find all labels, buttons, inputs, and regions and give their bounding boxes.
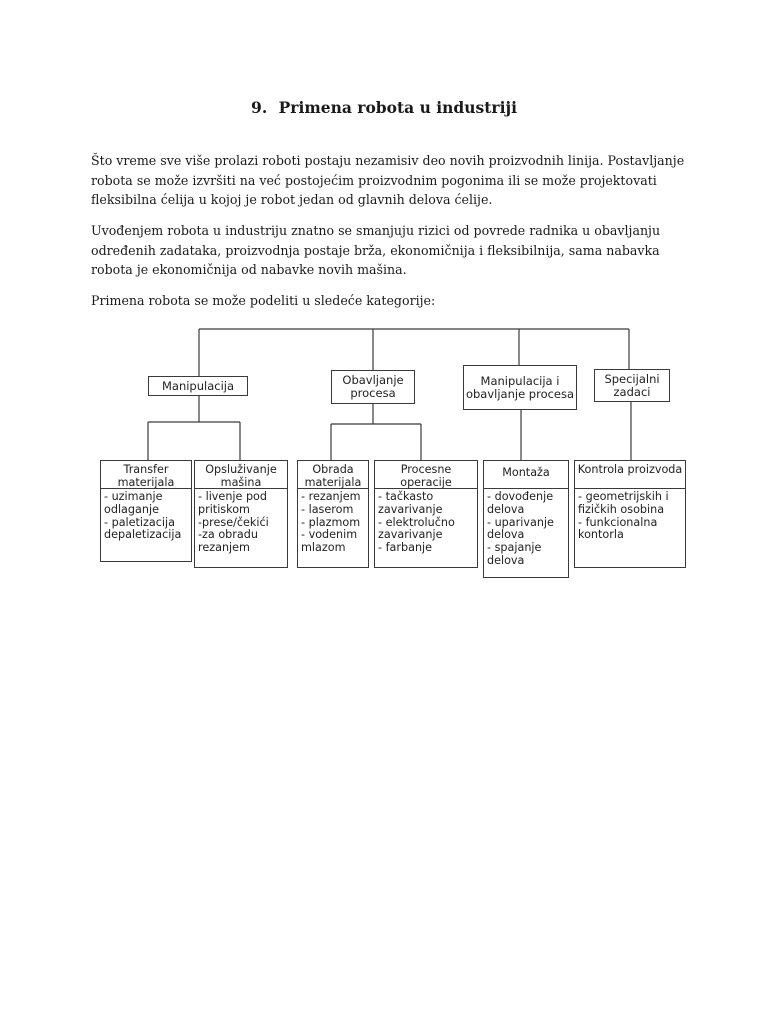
paragraph-benefits: Uvođenjem robota u industriju znatno se smanjuju rizici od povrede radnika u obavljanju određenih zadataka, proizvodnja postaje brža, ekonomičnija i fleksibilnija, sama nabavka robota je ekonomičnija od nabavke novih mašina. <box>91 223 661 277</box>
leaf-opsluzivanje-masina <box>194 460 288 568</box>
leaf-items <box>101 489 191 542</box>
category-obavljanje-procesa <box>331 370 415 404</box>
leaf-items <box>298 489 368 555</box>
leaf-montaza <box>483 460 569 578</box>
leaf-item: - vodenim <box>301 528 358 542</box>
leaf-item: mlazom <box>301 541 346 555</box>
leaf-item: odlaganje <box>104 502 159 516</box>
leaf-item: zavarivanje <box>378 528 443 542</box>
category-label: Specijalni zadaci <box>604 371 660 399</box>
leaf-item: delova <box>487 528 525 542</box>
leaf-items <box>375 489 477 555</box>
leaf-items <box>575 489 685 542</box>
category-label: Manipulacija i obavljanje procesa <box>465 373 575 401</box>
leaf-item: -za obradu <box>198 528 258 542</box>
leaf-item: - paletizacija <box>104 515 175 529</box>
leaf-item: zavarivanje <box>378 502 443 516</box>
leaf-item: delova <box>487 553 525 567</box>
leaf-title: Kontrola proizvoda <box>575 461 685 489</box>
leaf-obrada-materijala <box>297 460 369 568</box>
leaf-title: Obrada materijala <box>298 461 368 489</box>
section-number: 9. <box>251 98 268 117</box>
leaf-item: rezanjem <box>198 541 250 555</box>
leaf-items <box>484 489 568 568</box>
section-heading <box>0 98 768 117</box>
leaf-title: Transfer materijala <box>101 461 191 489</box>
leaf-item: depaletizacija <box>104 528 182 542</box>
leaf-item: - uparivanje <box>487 515 554 529</box>
leaf-item: - dovođenje <box>487 490 554 503</box>
section-title: Primena robota u industriji <box>278 98 517 117</box>
leaf-item: - uzimanje <box>104 490 163 503</box>
paragraph-intro: Što vreme sve više prolazi roboti postaju nezamisiv deo novih proizvodnih linija. Postavljanje robota se može izvršiti na već postojećim proizvodnim pogonima ili se može projektovati fleksibilna ćelija u kojoj je robot jedan od glavnih delova ćelije. <box>91 153 685 207</box>
leaf-transfer-materijala <box>100 460 192 562</box>
leaf-item: - spajanje <box>487 541 542 555</box>
leaf-item: -prese/čekići <box>198 515 269 529</box>
leaf-item: - geometrijskih i <box>578 490 669 503</box>
leaf-item: delova <box>487 502 525 516</box>
leaf-item: pritiskom <box>198 502 250 516</box>
category-label: Obavljanje procesa <box>342 373 404 400</box>
leaf-item: - rezanjem <box>301 490 361 503</box>
category-label: Manipulacija <box>161 378 235 393</box>
leaf-item: - plazmom <box>301 515 361 529</box>
leaf-title: Montaža <box>484 461 568 489</box>
leaf-item: - laserom <box>301 502 354 516</box>
leaf-items <box>195 489 287 555</box>
leaf-item: - funkcionalna <box>578 515 658 529</box>
leaf-item: - tačkasto <box>378 490 434 503</box>
leaf-item: - farbanje <box>378 541 433 555</box>
leaf-item: fizičkih osobina <box>578 502 665 516</box>
leaf-procesne-operacije <box>374 460 478 568</box>
category-manipulacija-i-obavljanje <box>463 365 577 410</box>
leaf-kontrola-proizvoda <box>574 460 686 568</box>
category-manipulacija <box>148 376 248 396</box>
leaf-item: - elektrolučno <box>378 515 455 529</box>
leaf-item: kontorla <box>578 528 624 542</box>
leaf-item: - livenje pod <box>198 490 267 503</box>
category-specijalni-zadaci <box>594 369 670 402</box>
leaf-title: Procesne operacije <box>375 461 477 489</box>
leaf-title: Opsluživanje mašina <box>195 461 287 489</box>
paragraph-categories-intro: Primena robota se može podeliti u sledeće kategorije: <box>91 293 436 308</box>
